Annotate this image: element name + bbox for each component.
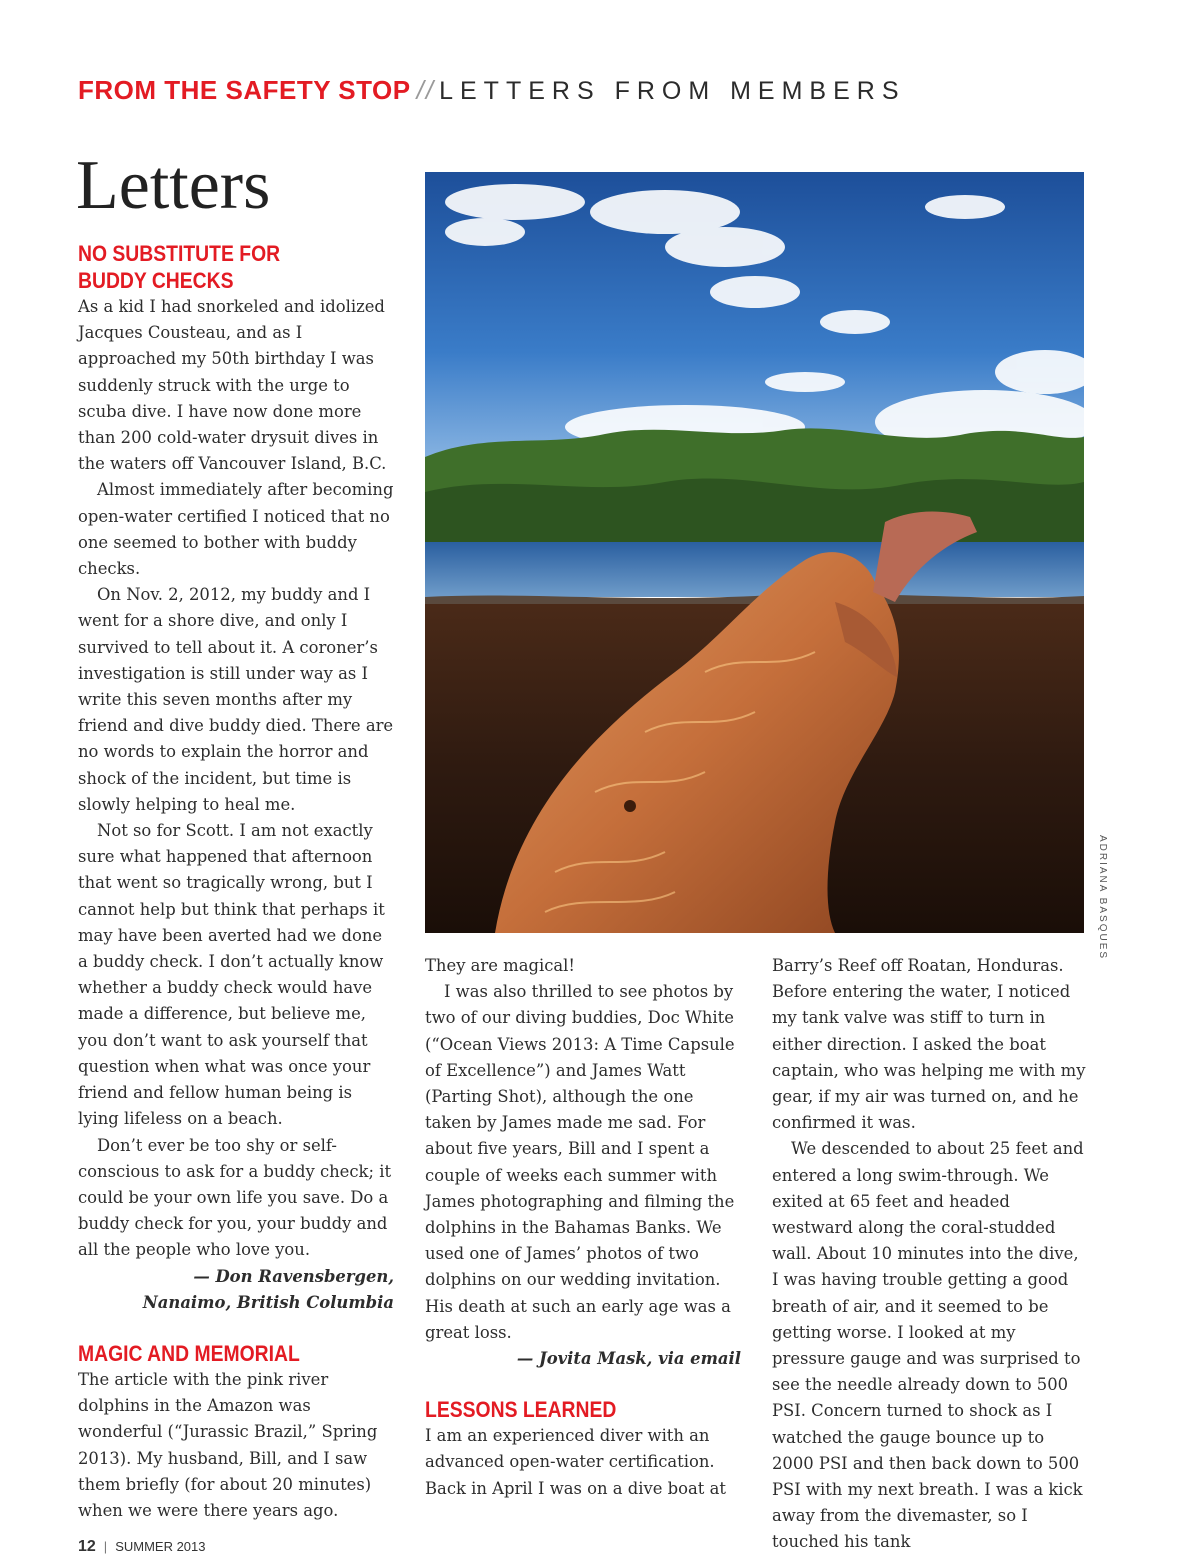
letter-3-paragraph-1-continued: Barry’s Reef off Roatan, Honduras. Before entering the water, I noticed my tank valve was stiff to turn in either direction. I asked the boat captain, who was helping me with my gear, if my air was turned on, and he confirmed it was. — [772, 956, 1086, 1133]
letter-1-paragraph-2: Almost immediately after becoming open-water certified I noticed that no one seemed to bother with buddy checks. — [78, 480, 394, 579]
dolphin-photo — [425, 172, 1084, 933]
page-number: 12 — [78, 1538, 96, 1555]
kicker-section: FROM THE SAFETY STOP — [78, 75, 411, 105]
letter-1-signature-place: Nanaimo, British Columbia — [142, 1292, 394, 1312]
footer-separator: | — [103, 1539, 108, 1554]
letter-2-heading: MAGIC AND MEMORIAL — [78, 1340, 300, 1366]
photo-credit: ADRIANA BASQUES — [1097, 835, 1108, 961]
letter-1-paragraph-4: Not so for Scott. I am not exactly sure what happened that afternoon that went so tragically wrong, but I cannot help but think that perhaps it may have been averted had we done a buddy check. I don’t actually know whether a buddy check would have made a difference, but believe me, you don’t want to ask yourself that question when what was once your friend and fellow human being is lying lifeless on a beach. — [78, 821, 385, 1129]
column-3 — [772, 953, 1088, 1556]
letter-1-signature-name: — Don Ravensbergen, — [193, 1266, 394, 1286]
letter-2-paragraph-1: The article with the pink river dolphins in the Amazon was wonderful (“Jurassic Brazil,” Spring 2013). My husband, Bill, and I saw them briefly (for about 20 minutes) when we were there years ago. — [78, 1369, 378, 1520]
page-title: Letters — [76, 147, 271, 224]
letter-1-paragraph-1: As a kid I had snorkeled and idolized Jacques Cousteau, and as I approached my 50th birthday I was suddenly struck with the urge to scuba dive. I have now done more than 200 cold-water drysuit dives in the waters off Vancouver Island, B.C. — [78, 297, 387, 474]
letter-1-heading-line-1: NO SUBSTITUTE FOR — [78, 241, 281, 266]
kicker-subtitle: LETTERS FROM MEMBERS — [439, 77, 906, 105]
letter-3-paragraph-2: We descended to about 25 feet and entered a long swim-through. We exited at 65 feet and headed westward along the coral-studded wall. About 10 minutes into the dive, I was having trouble getting a good breath of air, and it seemed to be getting worse. I looked at my pressure gauge and was surprised to see the needle already down to 500 PSI. Concern turned to shock as I watched the gauge bounce up to 2000 PSI and then back down to 500 PSI with my next breath. I was a kick away from the divemaster, so I touched his tank — [772, 1139, 1084, 1552]
letter-1-heading-line-2: BUDDY CHECKS — [78, 268, 234, 293]
letter-2-paragraph-2: I was also thrilled to see photos by two of our diving buddies, Doc White (“Ocean Views 2013: A Time Capsule of Excellence”) and James Watt (Parting Shot), although the one taken by James made me sad. For about five years, Bill and I spent a couple of weeks each summer with James photographing and filming the dolphins in the Bahamas Banks. We used one of James’ photos of two dolphins on our wedding invitation. His death at such an early age was a great loss. — [425, 982, 735, 1342]
letter-1-paragraph-5: Don’t ever be too shy or self-conscious to ask for a buddy check; it could be your own life you save. Do a buddy check for you, your buddy and all the people who love you. — [78, 1135, 392, 1260]
page-footer — [78, 1536, 206, 1558]
letter-1-paragraph-3: On Nov. 2, 2012, my buddy and I went for a shore dive, and only I survived to tell about it. A coroner’s investigation is still under way as I write this seven months after my friend and dive buddy died. There are no words to explain the horror and shock of the incident, but time is slowly helping to heal me. — [78, 585, 394, 814]
letter-2-signature: — Jovita Mask, via email — [516, 1349, 741, 1369]
section-kicker — [78, 72, 906, 108]
issue-label: SUMMER 2013 — [115, 1539, 206, 1554]
letter-3-heading: LESSONS LEARNED — [425, 1397, 617, 1423]
letter-2-paragraph-1-continued: They are magical! — [425, 956, 576, 975]
letter-3-paragraph-1: I am an experienced diver with an advanced open-water certification. Back in April I was on a dive boat at — [425, 1426, 726, 1498]
column-1 — [78, 240, 394, 1524]
kicker-separator: // — [416, 75, 436, 105]
column-2 — [425, 953, 741, 1502]
